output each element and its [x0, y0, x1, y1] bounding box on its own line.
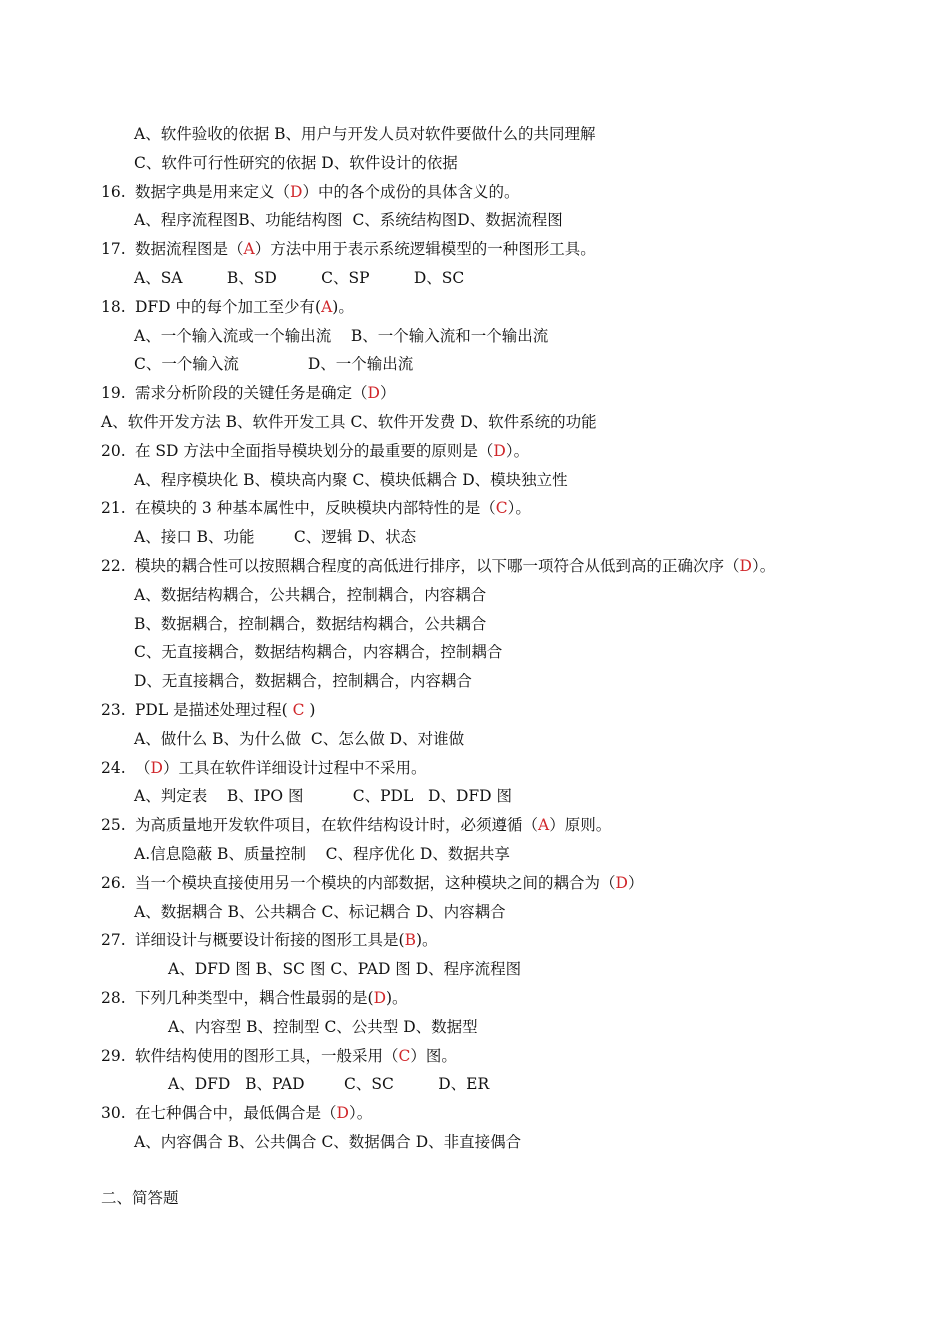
question-text: （: [135, 758, 151, 777]
option-line: A、判定表 B、IPO 图 C、PDL D、DFD 图: [134, 787, 513, 806]
question-number: 20.: [101, 441, 126, 460]
question-number: 18.: [101, 297, 126, 316]
answer-text: D: [615, 873, 628, 892]
question-number: 27.: [101, 931, 126, 950]
option-line: A、程序流程图B、功能结构图 C、系统结构图D、数据流程图: [134, 211, 563, 230]
question-text: ）图。: [410, 1046, 457, 1065]
question-line: [101, 239, 596, 259]
answer-text: A: [538, 816, 550, 835]
question-text: 在七种偶合中，最低偶合是（: [135, 1104, 337, 1123]
question-text: ): [304, 701, 316, 719]
question-number: 30.: [101, 1104, 126, 1123]
option-line: D、无直接耦合，数据耦合，控制耦合，内容耦合: [134, 672, 472, 691]
question-text: ）中的各个成份的具体含义的。: [302, 182, 520, 201]
option-line: A、一个输入流或一个输出流 B、一个输入流和一个输出流: [134, 326, 549, 345]
answer-text: A: [243, 240, 255, 259]
option-line: A、数据耦合 B、公共耦合 C、标记耦合 D、内容耦合: [134, 902, 506, 921]
question-number: 24.: [101, 758, 126, 777]
option-line: A、数据结构耦合，公共耦合，控制耦合，内容耦合: [134, 585, 487, 604]
option-line: A、DFD 图 B、SC 图 C、PAD 图 D、程序流程图: [168, 960, 522, 979]
question-number: 22.: [101, 557, 126, 575]
question-number: 16.: [101, 182, 126, 201]
option-line: C、无直接耦合，数据结构耦合，内容耦合，控制耦合: [134, 643, 503, 662]
answer-text: D: [290, 182, 303, 201]
question-text: )。: [415, 931, 438, 950]
question-line: [101, 815, 611, 835]
question-text: ）。: [507, 499, 531, 518]
question-text: 在 SD 方法中全面指导模块划分的最重要的原则是（: [135, 441, 494, 460]
question-text: ）工具在软件详细设计过程中不采用。: [162, 758, 427, 777]
question-number: 23.: [101, 701, 126, 719]
question-text: 数据流程图是（: [135, 240, 244, 259]
question-text: 为高质量地开发软件项目，在软件结构设计时，必须遵循（: [135, 816, 539, 835]
question-text: ）。: [751, 557, 776, 575]
option-line: A、SA B、SD C、SP D、SC: [134, 269, 465, 287]
question-line: [101, 758, 426, 778]
question-text: 当一个模块直接使用另一个模块的内部数据，这种模块之间的耦合为（: [135, 873, 616, 892]
answer-text: D: [150, 758, 163, 777]
question-text: ）原则。: [549, 816, 612, 835]
question-line: [101, 383, 395, 403]
answer-text: C: [495, 499, 508, 518]
answer-text: D: [739, 557, 752, 575]
question-number: 26.: [101, 873, 126, 892]
option-line: A、DFD B、PAD C、SC D、ER: [168, 1075, 490, 1094]
question-number: 25.: [101, 816, 126, 835]
option-line: A、内容偶合 B、公共偶合 C、数据偶合 D、非直接偶合: [134, 1133, 522, 1151]
question-line: [101, 182, 519, 202]
option-line: A、软件验收的依据 B、用户与开发人员对软件要做什么的共同理解: [134, 125, 596, 143]
answer-text: C: [398, 1046, 411, 1065]
option-line: A、接口 B、功能 C、逻辑 D、状态: [134, 528, 417, 547]
question-text: ）。: [505, 441, 530, 460]
answer-text: A: [321, 297, 333, 316]
option-line: A、做什么 B、为什么做 C、怎么做 D、对谁做: [134, 729, 465, 748]
question-text: 模块的耦合性可以按照耦合程度的高低进行排序，以下哪一项符合从低到高的正确次序（: [135, 557, 740, 575]
option-line: B、数据耦合，控制耦合，数据结构耦合，公共耦合: [134, 614, 487, 633]
question-text: DFD 中的每个加工至少有(: [135, 297, 322, 316]
answer-text: C: [292, 701, 305, 719]
question-line: [101, 498, 531, 518]
answer-text: D: [336, 1104, 349, 1123]
question-text: 需求分析阶段的关键任务是确定（: [135, 384, 368, 403]
option-line: A、软件开发方法 B、软件开发工具 C、软件开发费 D、软件系统的功能: [101, 413, 597, 431]
question-text: ）。: [348, 1104, 373, 1123]
question-text: 详细设计与概要设计衔接的图形工具是(: [135, 931, 405, 950]
question-text: ）: [379, 384, 396, 403]
option-line: C、软件可行性研究的依据 D、软件设计的依据: [134, 153, 458, 172]
option-line: A.信息隐蔽 B、质量控制 C、程序优化 D、数据共享: [134, 845, 510, 863]
answer-text: B: [404, 931, 416, 950]
question-text: )。: [386, 989, 408, 1007]
question-number: 21.: [101, 499, 126, 518]
question-text: 数据字典是用来定义（: [135, 182, 291, 201]
option-line: A、程序模块化 B、模块高内聚 C、模块低耦合 D、模块独立性: [134, 470, 568, 489]
question-line: [101, 988, 408, 1008]
question-text: ）方法中用于表示系统逻辑模型的一种图形工具。: [254, 240, 596, 259]
question-text: 软件结构使用的图形工具，一般采用（: [135, 1046, 399, 1065]
option-line: A、内容型 B、控制型 C、公共型 D、数据型: [168, 1017, 478, 1036]
question-line: [101, 700, 315, 720]
answer-text: D: [373, 989, 386, 1007]
question-number: 29.: [101, 1046, 126, 1065]
question-text: 下列几种类型中，耦合性最弱的是(: [135, 989, 374, 1007]
question-number: 28.: [101, 989, 126, 1007]
question-text: ）: [627, 873, 644, 892]
option-line: C、一个输入流 D、一个输出流: [134, 355, 414, 374]
question-text: )。: [332, 297, 354, 316]
question-line: [101, 873, 643, 893]
question-text: PDL 是描述处理过程(: [135, 701, 293, 719]
answer-text: D: [367, 384, 380, 403]
question-number: 19.: [101, 384, 126, 403]
question-line: [101, 1103, 372, 1123]
question-line: [101, 297, 354, 317]
question-number: 17.: [101, 240, 126, 259]
question-line: [101, 441, 529, 461]
question-line: [101, 930, 438, 950]
question-line: [101, 1046, 457, 1066]
answer-text: D: [493, 441, 506, 460]
question-text: 在模块的 3 种基本属性中，反映模块内部特性的是（: [135, 499, 496, 518]
question-line: [101, 556, 775, 576]
section-heading: 二、简答题: [101, 1189, 179, 1207]
